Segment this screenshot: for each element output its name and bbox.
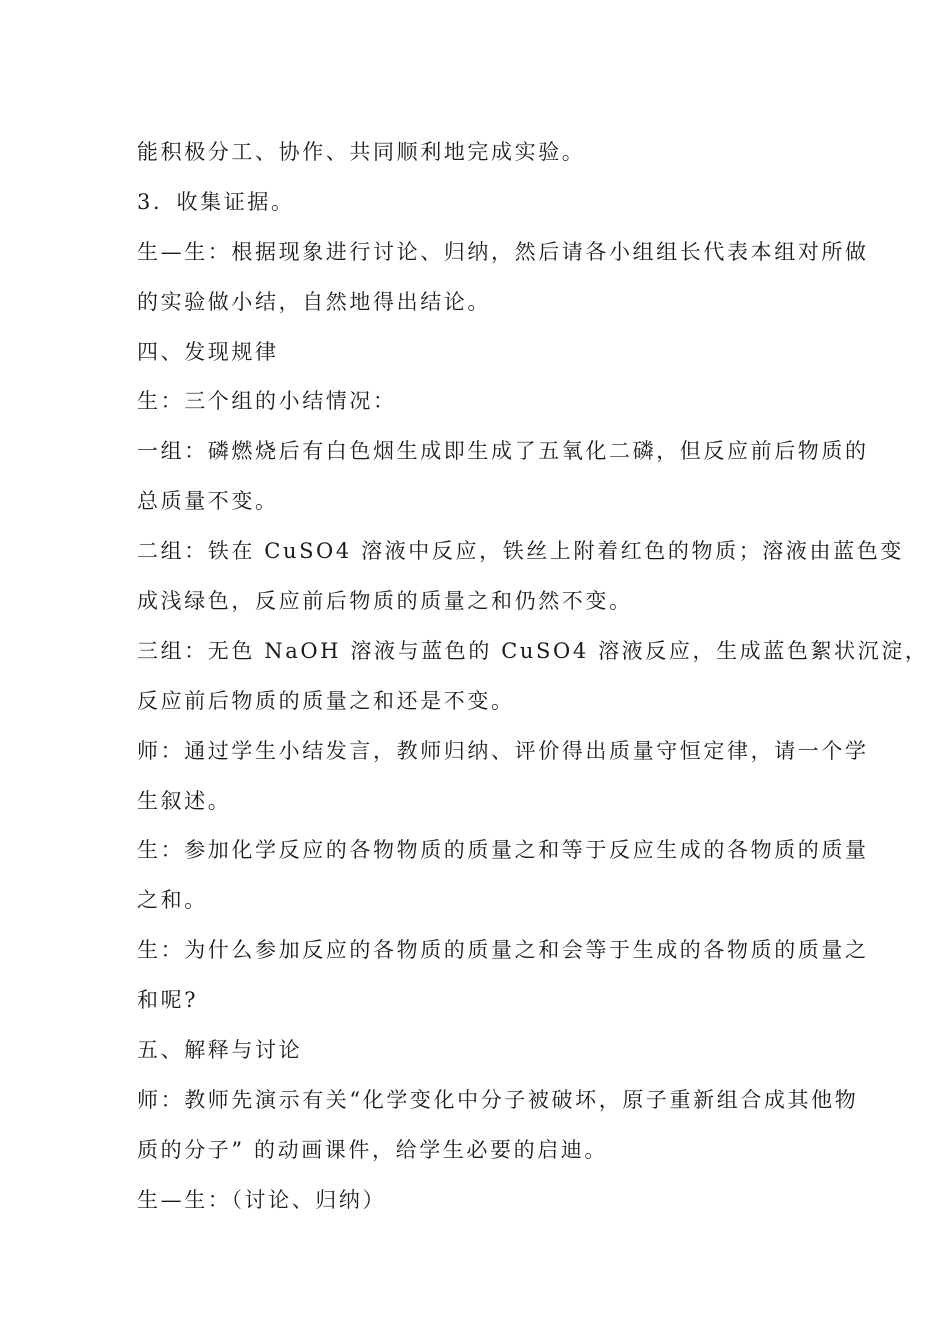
- text-line: 三组：无色 NaOH 溶液与蓝色的 CuSO4 溶液反应，生成蓝色絮状沉淀，: [137, 638, 929, 663]
- text-line: 师：通过学生小结发言，教师归纳、评价得出质量守恒定律，请一个学: [137, 738, 869, 763]
- text-line: 生：为什么参加反应的各物质的质量之和会等于生成的各物质的质量之: [137, 938, 869, 963]
- text-line: 和呢?: [137, 988, 199, 1013]
- text-line: 质的分子” 的动画课件，给学生必要的启迪。: [137, 1137, 609, 1162]
- text-line: 反应前后物质的质量之和还是不变。: [137, 688, 515, 713]
- text-line: 师：教师先演示有关“化学变化中分子被破坏，原子重新组合成其他物: [137, 1087, 859, 1112]
- text-line: 二组：铁在 CuSO4 溶液中反应，铁丝上附着红色的物质；溶液由蓝色变: [137, 539, 904, 564]
- text-line: 之和。: [137, 888, 208, 913]
- text-line: 一组：磷燃烧后有白色烟生成即生成了五氧化二磷，但反应前后物质的: [137, 439, 869, 464]
- text-line: 的实验做小结，自然地得出结论。: [137, 289, 491, 314]
- text-line: 总质量不变。: [137, 489, 279, 514]
- text-line: 生：参加化学反应的各物物质的质量之和等于反应生成的各物质的质量: [137, 838, 869, 863]
- text-line: 生叙述。: [137, 788, 232, 813]
- section-heading: 五、解释与讨论: [137, 1038, 303, 1063]
- document-body: [137, 130, 929, 1228]
- text-line: 成浅绿色，反应前后物质的质量之和仍然不变。: [137, 589, 633, 614]
- section-heading: 四、发现规律: [137, 339, 279, 364]
- text-line: 生—生：（讨论、归纳）: [137, 1187, 387, 1212]
- section-heading: 3．收集证据。: [137, 189, 295, 214]
- text-line: 生：三个组的小结情况：: [137, 389, 397, 414]
- text-line: 生—生：根据现象进行讨论、归纳，然后请各小组组长代表本组对所做: [137, 239, 869, 264]
- text-line: 能积极分工、协作、共同顺利地完成实验。: [137, 140, 586, 164]
